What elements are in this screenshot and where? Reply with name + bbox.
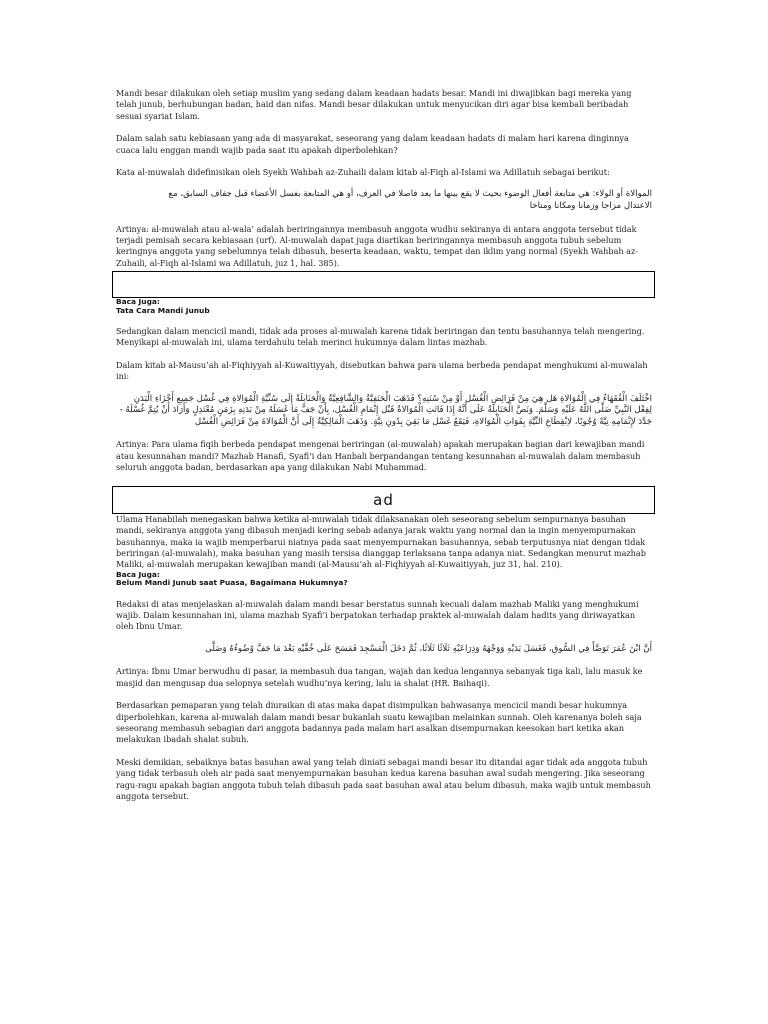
arabic-quote-mausuah: اخْتَلَفَ الْفُقَهَاءُ فِي الْمُوَالاةِ هَل هِيَ مِنْ فَرَائِضِ الْغُسْل أَوْ مِنْ سُنَنِهِ؟ فَذَهَبَ الْحَنَفِيَّةُ وَالشَّافِعِيَّةُ وَالْحَنَابِلَةُ إِلَى سُنِّيَّةِ الْمُوَالاةِ فِي غُسْل جَمِيعِ أَجْزَاءِ الْبَدَنِ لِفِعْل النَّبِيِّ صَلَّى اللَّهُ عَلَيْهِ وَسَلَّمَ. وَنَصَّ الْحَنَابِلَةُ عَلَى أَنَّهُ إِذَا فَاتَتِ الْمُوَالاةُ قَبْل إِتْمَامِ الْغُسْل، بِأَنْ جَفَّ مَا غَسَلَهُ مِنْ بَدَنِهِ بِزَمَنٍ مُعْتَدِلٍ وَأَرَادَ أَنْ يُتِمَّ غُسْلَهُ - جَدَّدَ لإِتْمَامِهِ نِيَّةً وُجُوبًا، لاِنْقِطَاعِ النِّيَّةِ بِفَوَاتِ الْمُوَالاةِ، فَيَقَعُ غَسْل مَا بَقِيَ بِدُونِ نِيَّةٍ. وَذَهَبَ الْمَالِكِيَّةُ إِلَى أَنَّ الْمُوَالاةَ مِنْ فَرَائِضِ الْغُسْل — [119, 393, 652, 427]
article — [116, 88, 652, 802]
paragraph-mausuah-intro: Dalam kitab al-Mausu’ah al-Fiqhiyyah al-Kuwaitiyyah, disebutkan bahwa para ulama berbeda pendapat menghukumi al-muwalah ini: — [116, 359, 648, 382]
paragraph-hanabilah: Ulama Hanabilah menegaskan bahwa ketika al-muwalah tidak dilaksanakan oleh seseorang sebelum sempurnanya basuhan mandi, sekiranya anggota yang dibasuh menjadi kering sebab adanya jarak waktu yang normal dan ia ingin menyempurnakan basuhannya, maka ia wajib memperbarui niatnya pada saat menyempurnakan basuhannya, sebab terputusnya niat dengan tidak beriringan (al-muwalah), maka basuhan yang masih tersisa dianggap terlaksana tanpa adanya niat. Sedangkan menurut mazhab Maliki, al-muwalah merupakan kewajiban mandi (al-Mausu’ah al-Fiqhiyyah al-Kuwaitiyyah, juz 31, hal. 210). — [116, 513, 646, 570]
paragraph-hadith-translation: Artinya: Ibnu Umar berwudhu di pasar, ia membasuh dua tangan, wajah dan kedua lengannya sebanyak tiga kali, lalu masuk ke masjid dan mengusap dua selopnya setelah wudhu’nya kering, lalu ia shalat (HR. Baihaqi). — [116, 666, 643, 688]
paragraph-definition-translation: Artinya: al-muwalah atau al-wala’ adalah beriringannya membasuh anggota wudhu sekiranya di antara anggota tersebut tidak terjadi pemisah secara kebiasaan (urf). Al-muwalah dapat juga diartikan beriringannya membasuh anggota tubuh sebelum keringnya anggota yang sebelumnya telah dibasuh, beserta keadaan, waktu, tempat dan iklim yang normal (Syekh Wahbah az-Zuhaili, al-Fiqh al-Islami wa Adillatuh, juz 1, hal. 385). — [116, 223, 639, 268]
paragraph-question: Dalam salah satu kebiasaan yang ada di masyarakat, seseorang yang dalam keadaan hadats di malam hari karena dinginnya cuaca lalu enggan mandi wajib pada saat itu apakah diperbolehkan? — [116, 133, 629, 155]
paragraph-definition-intro: Kata al-muwalah didefinisikan oleh Syekh Wahbah az-Zuhaili dalam kitab al-Fiqh al-Islami wa Adillatuh sebagai berikut: — [116, 167, 610, 178]
arabic-quote-hadith: أَنَّ ابْنَ عُمَرَ تَوَضَّأَ فِي السُّوقِ، فَغَسَلَ يَدَيْهِ وَوَجْهَهُ وَذِرَاعَيْهِ ثَلَاثًا ثَلَاثًا، ثُمَّ دَخَلَ الْمَسْجِدَ فَمَسَحَ عَلَى خُفَّيْهِ بَعْدَ مَا جَفَّ وُضُوءُهُ وَصَلَّى — [205, 643, 652, 654]
paragraph-intro: Mandi besar dilakukan oleh setiap muslim yang sedang dalam keadaan hadats besar. Mandi ini diwajibkan bagi mereka yang telah junub, berhubungan badan, haid dan nifas. Mandi besar dilakukan untuk menyucikan diri agar bisa kembali beribadah sesuai syariat Islam. — [116, 88, 632, 121]
paragraph-mencicil: Sedangkan dalam mencicil mandi, tidak ada proses al-muwalah karena tidak beriringan dan tentu basuhannya telah mengering. Menyikapi al-muwalah ini, ulama terdahulu telah merinci hukumnya dalam lintas mazhab. — [116, 326, 645, 348]
baca-juga-label: Baca Juga: — [116, 297, 160, 307]
baca-juga-link[interactable]: Tata Cara Mandi Junub — [116, 305, 210, 315]
ad-label: ad — [373, 490, 394, 509]
paragraph-conclusion: Berdasarkan pemaparan yang telah diuraikan di atas maka dapat disimpulkan bahwasanya mencicil mandi besar hukumnya diperbolehkan, karena al-muwalah dalam mandi besar bukanlah suatu kewajiban melainkan sunnah. Oleh karenanya boleh saja seseorang membasuh sebagian dari anggota badannya pada malam hari asalkan disempurnakan keesokan hari ketika akan melakukan ibadah shalat subuh. — [116, 700, 642, 745]
baca-juga-link-2[interactable]: Belum Mandi Junub saat Puasa, Bagaimana Hukumnya? — [116, 578, 348, 588]
baca-juga-label-2: Baca Juga: — [116, 569, 160, 579]
embedded-frame — [112, 271, 655, 298]
paragraph-mausuah-translation: Artinya: Para ulama fiqih berbeda pendapat mengenai beriringan (al-muwalah) apakah merupakan bagian dari kewajiban mandi atau kesunnahan mandi? Mazhab Hanafi, Syafi’i dan Hanbali berpandangan tentang kesunnahan al-muwalah dalam membasuh seluruh anggota badan, berdasarkan apa yang dilakukan Nabi Muhammad. — [116, 439, 645, 473]
paragraph-advice: Meski demikian, sebaiknya batas basuhan awal yang telah diniati sebagai mandi besar itu ditandai agar tidak ada anggota tubuh yang tidak terbasuh oleh air pada saat menyempurnakan basuhan kedua karena basuhan awal sudah mengering. Jika seseorang ragu-ragu apakah bagian anggota tubuh telah dibasuh pada saat basuhan awal atau belum dibasuh, maka wajib untuk membasuh anggota tersebut. — [116, 756, 651, 801]
paragraph-redaksi: Redaksi di atas menjelaskan al-muwalah dalam mandi besar berstatus sunnah kecuali dalam mazhab Maliki yang menghukumi wajib. Dalam kesunnahan ini, ulama mazhab Syafi’i berpatokan terhadap praktek al-muwalah dalam hadits yang diriwayatkan oleh Ibnu Umar. — [116, 598, 639, 632]
ad-banner[interactable] — [112, 486, 655, 514]
arabic-quote-definition: الموالاة أو الولاء: هي متابعة أفعال الوضوء بحيث لا يقع بينها ما يعد فاصلا في العرف، أو هي المتابعة بغسل الأعضاء قبل جفاف السابق، مع الاعتدال مزاجا وزمانا ومكانا ومناخا — [168, 189, 652, 212]
